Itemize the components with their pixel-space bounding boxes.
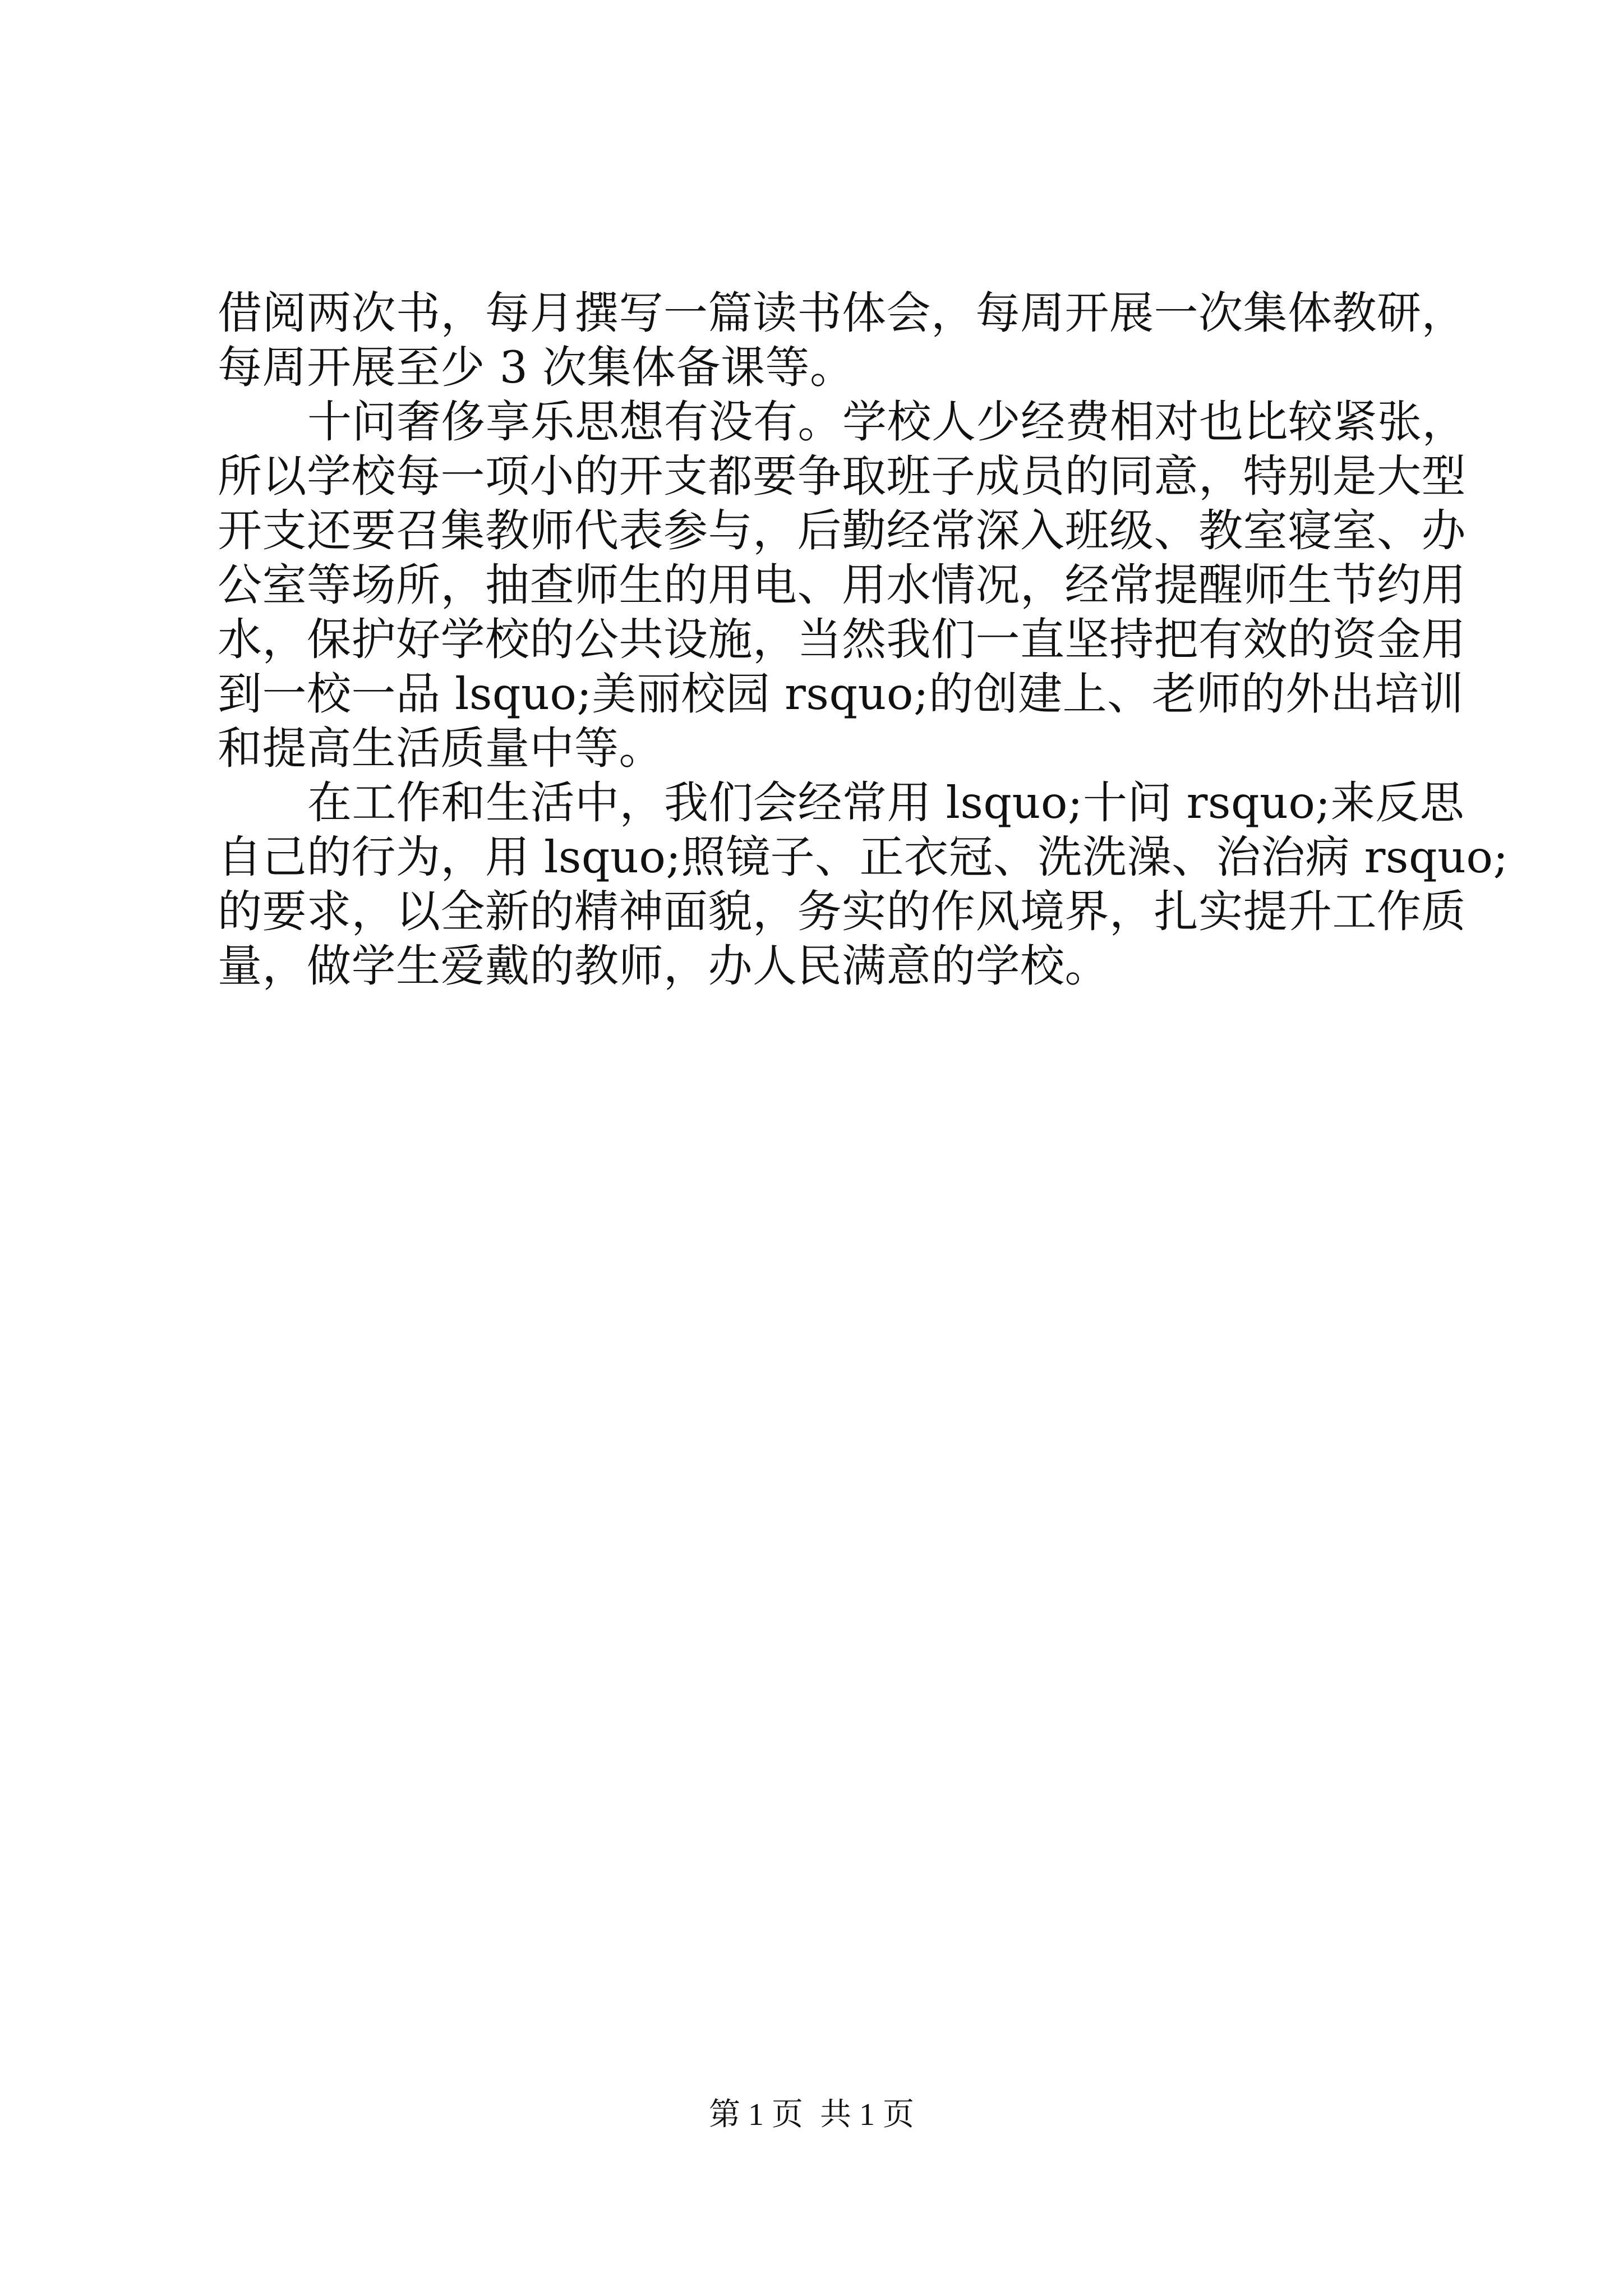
text-line: 借阅两次书，每月撰写一篇读书体会，每周开展一次集体教研， (218, 287, 1466, 339)
text-line: 十问奢侈享乐思想有没有。学校人少经费相对也比较紧张， (307, 396, 1467, 448)
page-total: 共 1 页 (820, 2097, 914, 2132)
paragraph-3 (218, 776, 1509, 993)
text-line: 公室等场所，抽查师生的用电、用水情况，经常提醒师生节约用 (218, 559, 1466, 611)
text-line: 量，做学生爱戴的教师，办人民满意的学校。 (218, 940, 1109, 992)
paragraph-1 (218, 286, 1466, 395)
text-line: 每周开展至少 3 次集体备课等。 (218, 342, 855, 393)
text-line: 开支还要召集教师代表参与，后勤经常深入班级、教室寝室、办 (218, 505, 1466, 556)
text-line: 在工作和生活中，我们会经常用 lsquo;十问 rsquo;来反思 (307, 777, 1465, 829)
text-line: 和提高生活质量中等。 (218, 723, 663, 774)
document-body (218, 286, 1509, 993)
page-footer (0, 2095, 1623, 2134)
text-line: 水，保护好学校的公共设施，当然我们一直坚持把有效的资金用 (218, 614, 1466, 665)
page-number: 第 1 页 (709, 2097, 803, 2132)
text-line: 的要求，以全新的精神面貌，务实的作风境界，扎实提升工作质 (218, 886, 1466, 937)
paragraph-2 (218, 395, 1467, 776)
text-line: 所以学校每一项小的开支都要争取班子成员的同意，特别是大型 (218, 450, 1466, 502)
text-line: 到一校一品 lsquo;美丽校园 rsquo;的创建上、老师的外出培训 (218, 668, 1464, 720)
text-line: 自己的行为，用 lsquo;照镜子、正衣冠、洗洗澡、治治病 rsquo; (218, 831, 1509, 883)
